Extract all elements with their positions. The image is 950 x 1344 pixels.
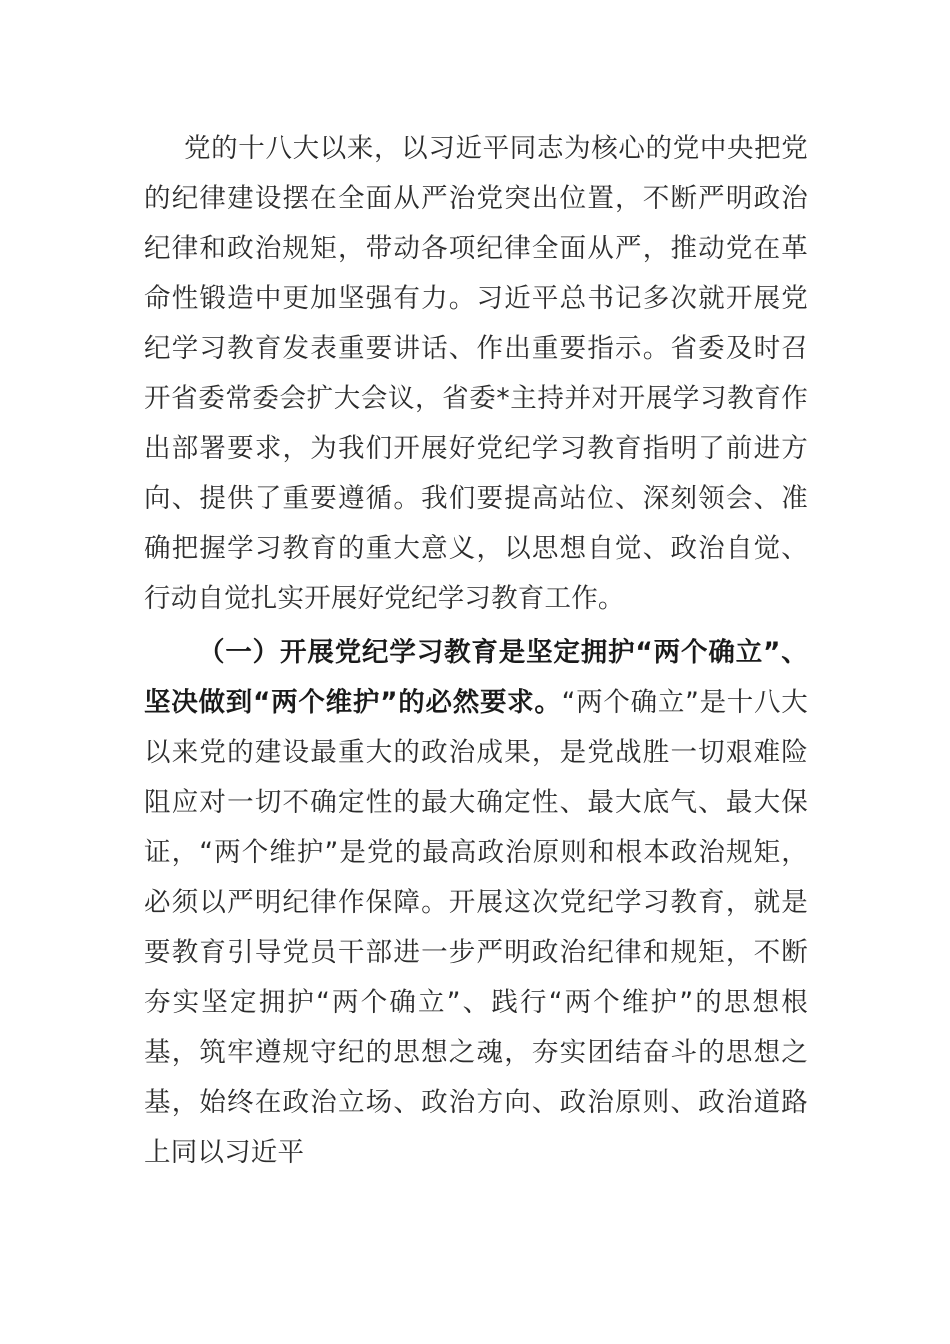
section-body: “两个确立”是十八大以来党的建设最重大的政治成果，是党战胜一切艰难险阻应对一切不确定性的最大确定性、最大底气、最大保证，“两个维护”是党的最高政治原则和根本政治规矩，必须以严明纪律作保障。开展这次党纪学习教育，就是要教育引导党员干部进一步严明政治纪律和规矩，不断夯实坚定拥护“两个确立”、践行“两个维护”的思想根基，筑牢遵规守纪的思想之魂，夯实团结奋斗的思想之基，始终在政治立场、政治方向、政治原则、政治道路上同以习近平 xyxy=(144,687,808,1168)
paragraph-section-one xyxy=(144,628,808,1178)
section-heading: （一）开展党纪学习教育是坚定拥护“两个确立”、坚决做到“两个维护”的必然要求。 xyxy=(144,637,808,718)
document-page xyxy=(144,124,808,1182)
paragraph-intro: 党的十八大以来，以习近平同志为核心的党中央把党的纪律建设摆在全面从严治党突出位置，不断严明政治纪律和政治规矩，带动各项纪律全面从严，推动党在革命性锻造中更加坚强有力。习近平总书记多次就开展党纪学习教育发表重要讲话、作出重要指示。省委及时召开省委常委会扩大会议，省委*主持并对开展学习教育作出部署要求，为我们开展好党纪学习教育指明了前进方向、提供了重要遵循。我们要提高站位、深刻领会、准确把握学习教育的重大意义，以思想自觉、政治自觉、行动自觉扎实开展好党纪学习教育工作。 xyxy=(144,133,808,614)
